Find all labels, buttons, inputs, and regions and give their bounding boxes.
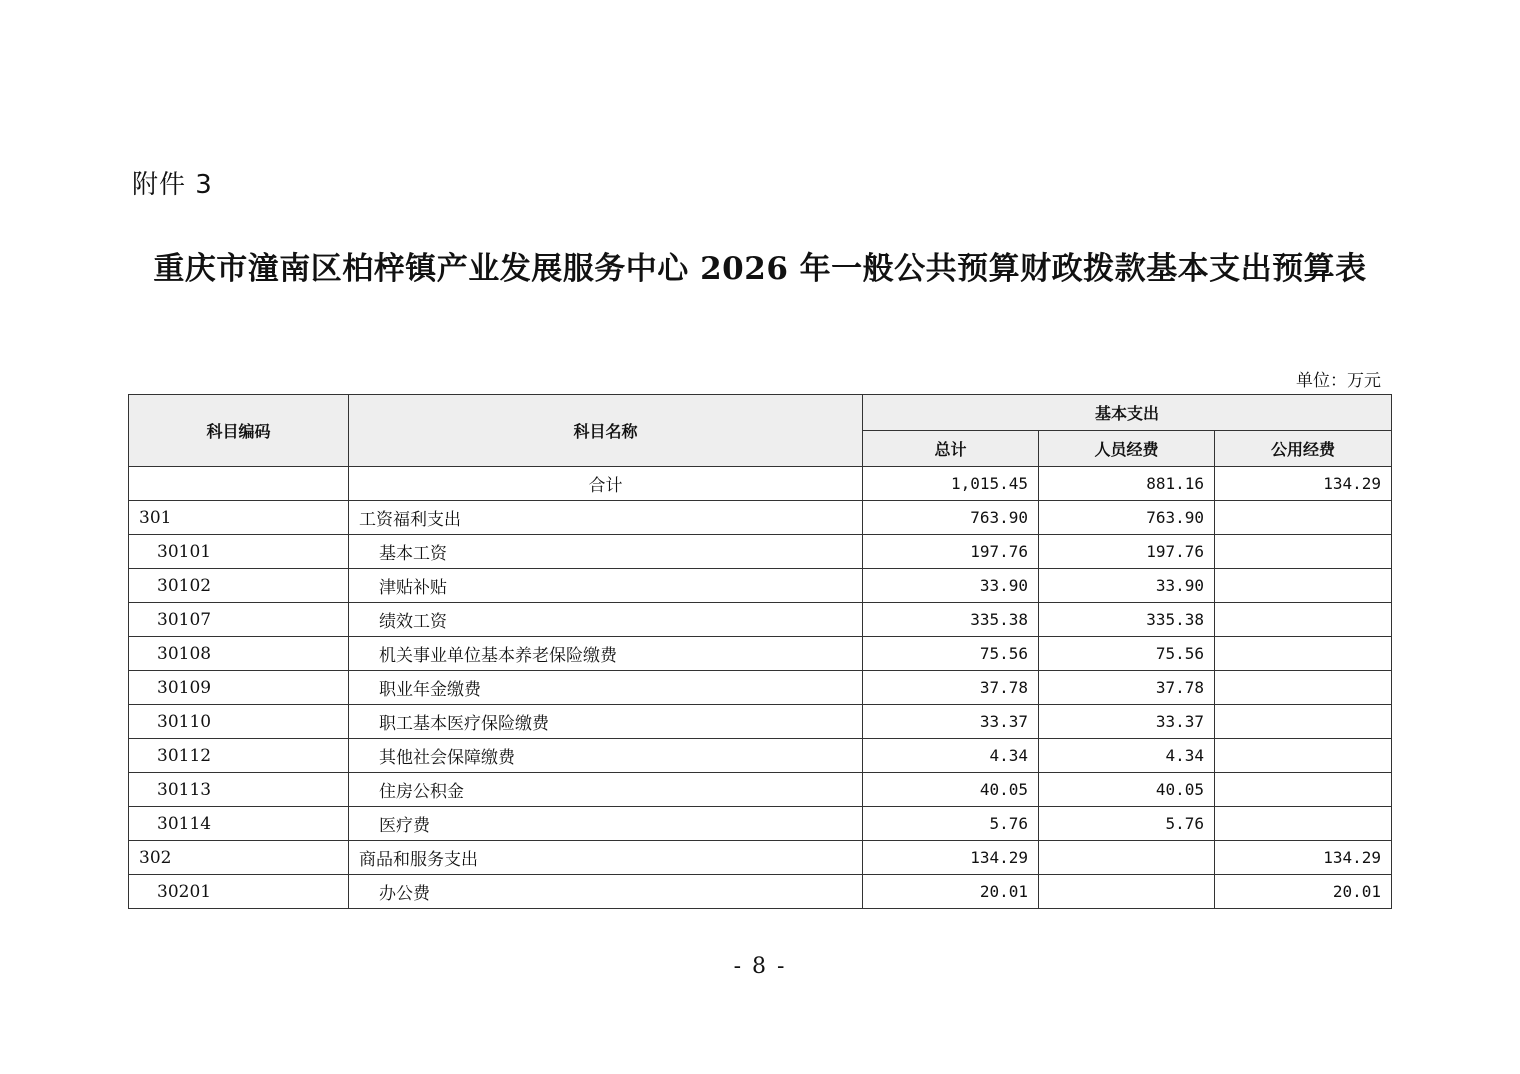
table-row bbox=[129, 535, 1392, 569]
header-personnel: 人员经费 bbox=[1039, 431, 1215, 467]
header-basic-expenditure: 基本支出 bbox=[863, 395, 1392, 431]
attachment-label: 附件 3 bbox=[132, 170, 213, 200]
cell-public bbox=[1215, 739, 1392, 773]
cell-personnel: 4.34 bbox=[1039, 739, 1215, 773]
cell-total: 4.34 bbox=[863, 739, 1039, 773]
cell-code: 30110 bbox=[129, 705, 349, 739]
cell-name: 其他社会保障缴费 bbox=[349, 739, 863, 773]
cell-public bbox=[1215, 773, 1392, 807]
cell-total: 75.56 bbox=[863, 637, 1039, 671]
cell-personnel: 197.76 bbox=[1039, 535, 1215, 569]
cell-total: 1,015.45 bbox=[863, 467, 1039, 501]
cell-name: 商品和服务支出 bbox=[349, 841, 863, 875]
cell-code: 30108 bbox=[129, 637, 349, 671]
cell-name: 住房公积金 bbox=[349, 773, 863, 807]
cell-personnel bbox=[1039, 841, 1215, 875]
cell-personnel: 75.56 bbox=[1039, 637, 1215, 671]
cell-personnel: 881.16 bbox=[1039, 467, 1215, 501]
table-row bbox=[129, 705, 1392, 739]
cell-name: 办公费 bbox=[349, 875, 863, 909]
cell-public bbox=[1215, 671, 1392, 705]
cell-personnel: 33.90 bbox=[1039, 569, 1215, 603]
cell-code: 30112 bbox=[129, 739, 349, 773]
header-public: 公用经费 bbox=[1215, 431, 1392, 467]
cell-personnel bbox=[1039, 875, 1215, 909]
cell-public bbox=[1215, 535, 1392, 569]
cell-public bbox=[1215, 705, 1392, 739]
table-row bbox=[129, 569, 1392, 603]
cell-personnel: 5.76 bbox=[1039, 807, 1215, 841]
cell-name: 机关事业单位基本养老保险缴费 bbox=[349, 637, 863, 671]
cell-public: 20.01 bbox=[1215, 875, 1392, 909]
table-row bbox=[129, 841, 1392, 875]
cell-code: 30109 bbox=[129, 671, 349, 705]
table-header bbox=[129, 395, 1392, 467]
table-row bbox=[129, 807, 1392, 841]
cell-total: 20.01 bbox=[863, 875, 1039, 909]
cell-total: 37.78 bbox=[863, 671, 1039, 705]
cell-name: 医疗费 bbox=[349, 807, 863, 841]
table-row bbox=[129, 671, 1392, 705]
cell-public bbox=[1215, 603, 1392, 637]
table-body bbox=[129, 467, 1392, 909]
cell-personnel: 763.90 bbox=[1039, 501, 1215, 535]
cell-name: 绩效工资 bbox=[349, 603, 863, 637]
cell-name: 合计 bbox=[349, 467, 863, 501]
table-row bbox=[129, 603, 1392, 637]
cell-personnel: 335.38 bbox=[1039, 603, 1215, 637]
cell-total: 763.90 bbox=[863, 501, 1039, 535]
cell-name: 基本工资 bbox=[349, 535, 863, 569]
cell-total: 33.37 bbox=[863, 705, 1039, 739]
cell-code: 30101 bbox=[129, 535, 349, 569]
cell-total: 134.29 bbox=[863, 841, 1039, 875]
header-name: 科目名称 bbox=[349, 395, 863, 467]
unit-label: 单位：万元 bbox=[1296, 371, 1381, 391]
table-row bbox=[129, 501, 1392, 535]
table-row bbox=[129, 773, 1392, 807]
cell-code: 302 bbox=[129, 841, 349, 875]
cell-name: 工资福利支出 bbox=[349, 501, 863, 535]
cell-total: 5.76 bbox=[863, 807, 1039, 841]
cell-personnel: 40.05 bbox=[1039, 773, 1215, 807]
cell-code: 301 bbox=[129, 501, 349, 535]
cell-name: 职工基本医疗保险缴费 bbox=[349, 705, 863, 739]
header-total: 总计 bbox=[863, 431, 1039, 467]
table-row bbox=[129, 739, 1392, 773]
cell-personnel: 37.78 bbox=[1039, 671, 1215, 705]
cell-code: 30102 bbox=[129, 569, 349, 603]
page-number: - 8 - bbox=[733, 954, 787, 979]
cell-code bbox=[129, 467, 349, 501]
cell-public bbox=[1215, 501, 1392, 535]
cell-name: 职业年金缴费 bbox=[349, 671, 863, 705]
cell-name: 津贴补贴 bbox=[349, 569, 863, 603]
cell-code: 30113 bbox=[129, 773, 349, 807]
budget-table bbox=[128, 394, 1392, 909]
cell-public bbox=[1215, 807, 1392, 841]
table-row bbox=[129, 467, 1392, 501]
cell-public bbox=[1215, 637, 1392, 671]
header-code: 科目编码 bbox=[129, 395, 349, 467]
cell-code: 30201 bbox=[129, 875, 349, 909]
cell-total: 197.76 bbox=[863, 535, 1039, 569]
cell-personnel: 33.37 bbox=[1039, 705, 1215, 739]
table-row bbox=[129, 637, 1392, 671]
page-title: 重庆市潼南区柏梓镇产业发展服务中心 2026 年一般公共预算财政拨款基本支出预算表 bbox=[153, 251, 1367, 287]
cell-total: 335.38 bbox=[863, 603, 1039, 637]
cell-total: 40.05 bbox=[863, 773, 1039, 807]
table-row bbox=[129, 875, 1392, 909]
cell-public: 134.29 bbox=[1215, 841, 1392, 875]
cell-total: 33.90 bbox=[863, 569, 1039, 603]
cell-public: 134.29 bbox=[1215, 467, 1392, 501]
cell-code: 30107 bbox=[129, 603, 349, 637]
cell-code: 30114 bbox=[129, 807, 349, 841]
cell-public bbox=[1215, 569, 1392, 603]
